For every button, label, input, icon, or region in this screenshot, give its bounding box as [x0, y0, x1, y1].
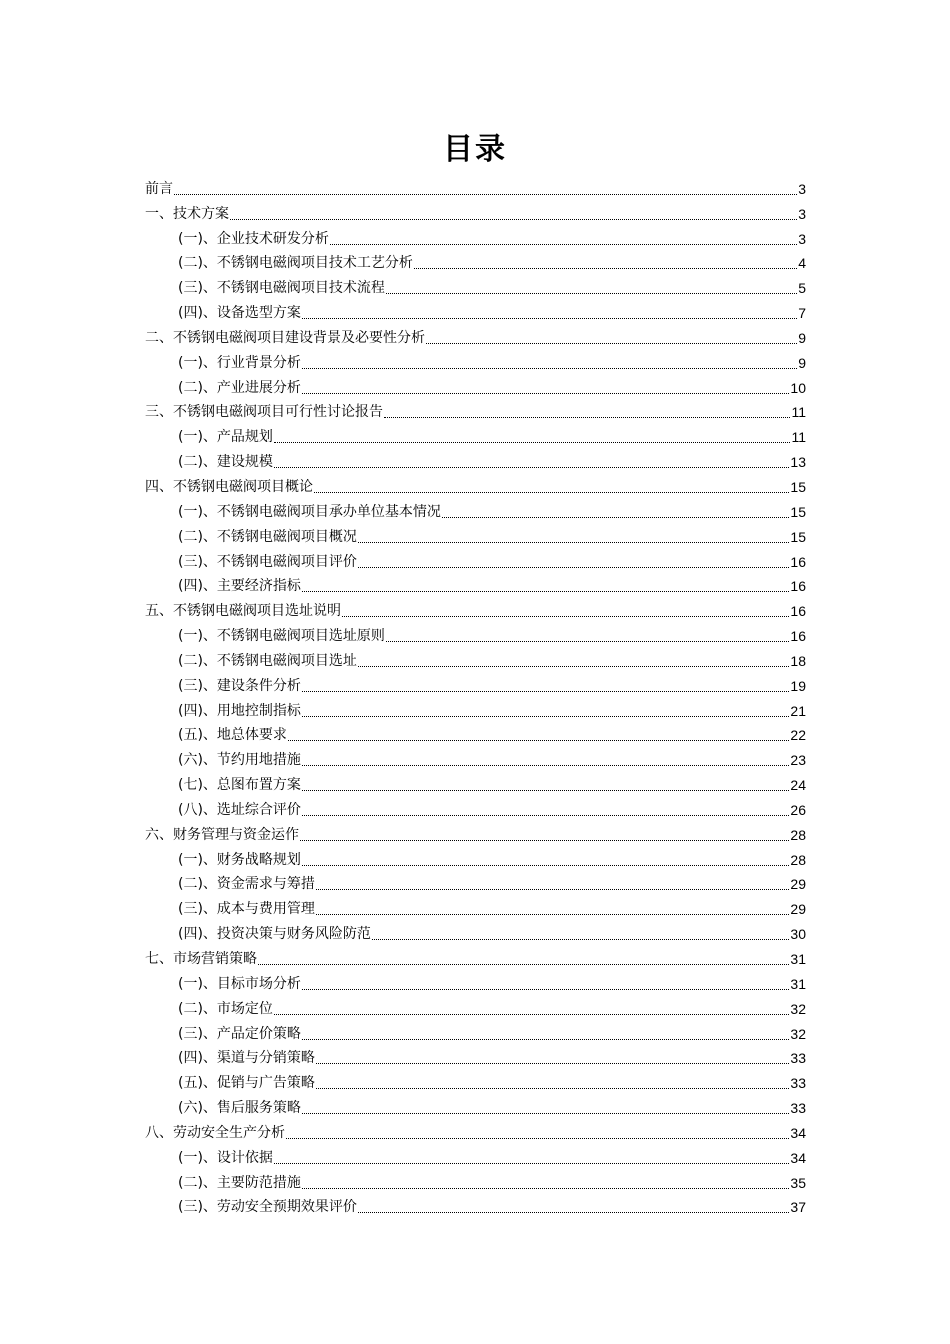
toc-dot-leader	[302, 690, 789, 692]
toc-entry-label: (一)、不锈钢电磁阀项目选址原则	[178, 628, 385, 645]
toc-dot-leader	[358, 1211, 789, 1213]
toc-dot-leader	[302, 814, 789, 816]
toc-dot-leader	[426, 342, 797, 344]
toc-page-number: 16	[790, 553, 806, 570]
toc-entry-label: (二)、建设规模	[178, 454, 273, 471]
toc-section-entry[interactable]	[145, 373, 806, 398]
toc-dot-leader	[302, 367, 797, 369]
toc-section-entry[interactable]	[145, 646, 806, 671]
toc-dot-leader	[174, 193, 797, 195]
toc-dot-leader	[274, 441, 791, 443]
toc-section-entry[interactable]	[145, 547, 806, 572]
toc-dot-leader	[258, 963, 789, 965]
toc-entry-label: (二)、不锈钢电磁阀项目概况	[178, 528, 357, 545]
toc-chapter-entry[interactable]	[145, 944, 806, 969]
toc-section-entry[interactable]	[145, 422, 806, 447]
toc-dot-leader	[358, 566, 789, 568]
toc-dot-leader	[316, 888, 789, 890]
toc-dot-leader	[358, 665, 789, 667]
toc-entry-label: (四)、渠道与分销策略	[178, 1050, 315, 1067]
toc-section-entry[interactable]	[145, 447, 806, 472]
toc-entry-label: 二、不锈钢电磁阀项目建设背景及必要性分析	[145, 329, 425, 346]
toc-entry-label: (一)、企业技术研发分析	[178, 230, 329, 247]
toc-dot-leader	[274, 1162, 789, 1164]
toc-page-number: 5	[798, 280, 806, 297]
toc-entry-label: (一)、不锈钢电磁阀项目承办单位基本情况	[178, 503, 441, 520]
toc-entry-label: (二)、市场定位	[178, 1000, 273, 1017]
toc-section-entry[interactable]	[145, 273, 806, 298]
toc-section-entry[interactable]	[145, 894, 806, 919]
toc-dot-leader	[302, 764, 789, 766]
toc-page-number: 15	[790, 478, 806, 495]
toc-entry-label: (三)、不锈钢电磁阀项目评价	[178, 553, 357, 570]
toc-page-number: 16	[790, 578, 806, 595]
toc-chapter-entry[interactable]	[145, 199, 806, 224]
toc-dot-leader	[414, 267, 797, 269]
toc-entry-label: 五、不锈钢电磁阀项目选址说明	[145, 603, 341, 620]
toc-entry-label: 一、技术方案	[145, 205, 229, 222]
toc-dot-leader	[302, 1112, 789, 1114]
toc-entry-label: (一)、行业背景分析	[178, 354, 301, 371]
toc-section-entry[interactable]	[145, 770, 806, 795]
toc-entry-label: (三)、不锈钢电磁阀项目技术流程	[178, 280, 385, 297]
toc-entry-label: (四)、投资决策与财务风险防范	[178, 926, 371, 943]
toc-dot-leader	[372, 938, 789, 940]
toc-entry-label: 三、不锈钢电磁阀项目可行性讨论报告	[145, 404, 383, 421]
toc-chapter-entry[interactable]	[145, 398, 806, 423]
toc-page-number: 29	[790, 876, 806, 893]
toc-dot-leader	[302, 864, 789, 866]
toc-dot-leader	[302, 988, 789, 990]
toc-section-entry[interactable]	[145, 224, 806, 249]
toc-chapter-entry[interactable]	[145, 1118, 806, 1143]
toc-page-number: 9	[798, 354, 806, 371]
toc-dot-leader	[342, 615, 789, 617]
toc-section-entry[interactable]	[145, 870, 806, 895]
toc-dot-leader	[288, 739, 789, 741]
toc-section-entry[interactable]	[145, 721, 806, 746]
toc-dot-leader	[442, 516, 789, 518]
toc-page-number: 21	[790, 702, 806, 719]
toc-page-number: 32	[790, 1025, 806, 1042]
toc-page-number: 35	[790, 1174, 806, 1191]
toc-section-entry[interactable]	[145, 572, 806, 597]
toc-entry-label: (三)、产品定价策略	[178, 1025, 301, 1042]
toc-section-entry[interactable]	[145, 497, 806, 522]
toc-dot-leader	[274, 1013, 789, 1015]
toc-entry-label: (一)、财务战略规划	[178, 851, 301, 868]
toc-entry-label: (二)、不锈钢电磁阀项目技术工艺分析	[178, 255, 413, 272]
toc-entry-label: (二)、产业进展分析	[178, 379, 301, 396]
toc-section-entry[interactable]	[145, 969, 806, 994]
toc-page-number: 13	[790, 454, 806, 471]
toc-page-number: 29	[790, 901, 806, 918]
toc-page-number: 23	[790, 752, 806, 769]
toc-section-entry[interactable]	[145, 621, 806, 646]
toc-page-number: 4	[798, 255, 806, 272]
toc-entry-label: (三)、劳动安全预期效果评价	[178, 1199, 357, 1216]
table-of-contents	[145, 174, 806, 1217]
toc-dot-leader	[302, 715, 789, 717]
toc-page-number: 19	[790, 677, 806, 694]
toc-dot-leader	[302, 392, 789, 394]
toc-page-number: 7	[798, 305, 806, 322]
toc-section-entry[interactable]	[145, 994, 806, 1019]
toc-page-number: 3	[798, 180, 806, 197]
toc-chapter-entry[interactable]	[145, 820, 806, 845]
toc-entry-label: (二)、主要防范措施	[178, 1174, 301, 1191]
toc-dot-leader	[274, 466, 789, 468]
toc-dot-leader	[302, 1187, 789, 1189]
toc-entry-label: (四)、主要经济指标	[178, 578, 301, 595]
toc-entry-label: (一)、设计依据	[178, 1149, 273, 1166]
toc-page-number: 32	[790, 1000, 806, 1017]
toc-entry-label: (四)、用地控制指标	[178, 702, 301, 719]
toc-dot-leader	[316, 1062, 789, 1064]
toc-page-number: 11	[791, 429, 806, 446]
toc-section-entry[interactable]	[145, 1044, 806, 1069]
toc-entry-label: 八、劳动安全生产分析	[145, 1124, 285, 1141]
toc-section-entry[interactable]	[145, 671, 806, 696]
toc-entry-label: (一)、产品规划	[178, 429, 273, 446]
toc-page-number: 33	[790, 1075, 806, 1092]
toc-entry-label: 前言	[145, 180, 173, 197]
toc-chapter-entry[interactable]	[145, 472, 806, 497]
toc-section-entry[interactable]	[145, 1168, 806, 1193]
toc-entry-label: (五)、促销与广告策略	[178, 1075, 315, 1092]
toc-page-number: 11	[791, 404, 806, 421]
toc-dot-leader	[300, 839, 789, 841]
toc-page-number: 31	[790, 951, 806, 967]
toc-page-number: 15	[790, 503, 806, 520]
toc-page-number: 30	[790, 926, 806, 943]
toc-chapter-entry[interactable]	[145, 596, 806, 621]
toc-page-number: 24	[790, 777, 806, 794]
toc-dot-leader	[316, 1087, 789, 1089]
toc-page-number: 33	[790, 1100, 806, 1117]
toc-dot-leader	[302, 317, 797, 319]
toc-section-entry[interactable]	[145, 1143, 806, 1168]
toc-page-number: 10	[790, 379, 806, 396]
toc-page-number: 33	[790, 1050, 806, 1067]
toc-page-number: 28	[790, 851, 806, 868]
toc-page-number: 15	[790, 528, 806, 545]
toc-page-number: 28	[790, 826, 806, 843]
toc-section-entry[interactable]	[145, 919, 806, 944]
toc-section-entry[interactable]	[145, 696, 806, 721]
toc-page-number: 18	[790, 652, 806, 669]
toc-entry-label: (一)、目标市场分析	[178, 975, 301, 992]
toc-entry-label: (二)、资金需求与筹措	[178, 876, 315, 893]
toc-section-entry[interactable]	[145, 745, 806, 770]
toc-page-number: 31	[790, 975, 806, 992]
toc-page-number: 3	[798, 205, 806, 222]
toc-entry-label: (四)、设备选型方案	[178, 305, 301, 322]
toc-dot-leader	[286, 1137, 789, 1139]
toc-section-entry[interactable]	[145, 249, 806, 274]
toc-dot-leader	[386, 292, 797, 294]
toc-chapter-entry[interactable]	[145, 174, 806, 199]
toc-section-entry[interactable]	[145, 845, 806, 870]
toc-entry-label: 四、不锈钢电磁阀项目概论	[145, 478, 313, 495]
toc-section-entry[interactable]	[145, 1193, 806, 1218]
toc-entry-label: 六、财务管理与资金运作	[145, 826, 299, 843]
toc-entry-label: (五)、地总体要求	[178, 727, 287, 744]
toc-dot-leader	[302, 1038, 789, 1040]
toc-entry-label: (八)、选址综合评价	[178, 801, 301, 818]
toc-page-number: 3	[798, 230, 806, 247]
toc-section-entry[interactable]	[145, 1093, 806, 1118]
toc-page-number: 37	[790, 1199, 806, 1216]
toc-section-entry[interactable]	[145, 795, 806, 820]
toc-dot-leader	[316, 913, 789, 915]
toc-section-entry[interactable]	[145, 348, 806, 373]
toc-entry-label: (六)、售后服务策略	[178, 1100, 301, 1117]
toc-title: 目录	[443, 132, 507, 167]
toc-dot-leader	[386, 640, 789, 642]
toc-entry-label: (七)、总图布置方案	[178, 777, 301, 794]
toc-entry-label: (三)、成本与费用管理	[178, 901, 315, 918]
toc-entry-label: (二)、不锈钢电磁阀项目选址	[178, 652, 357, 669]
toc-page-number: 16	[790, 628, 806, 645]
toc-section-entry[interactable]	[145, 1019, 806, 1044]
toc-page-number: 34	[790, 1149, 806, 1166]
toc-page-number: 16	[790, 603, 806, 620]
toc-entry-label: (三)、建设条件分析	[178, 677, 301, 694]
toc-dot-leader	[358, 541, 789, 543]
toc-dot-leader	[314, 491, 789, 493]
toc-page-number: 9	[798, 329, 806, 346]
toc-entry-label: 七、市场营销策略	[145, 951, 257, 967]
toc-dot-leader	[330, 243, 797, 245]
toc-section-entry[interactable]	[145, 1068, 806, 1093]
toc-dot-leader	[230, 218, 797, 220]
toc-dot-leader	[302, 590, 789, 592]
toc-dot-leader	[384, 416, 790, 418]
toc-page-number: 22	[790, 727, 806, 744]
toc-page-number: 34	[790, 1124, 806, 1141]
toc-entry-label: (六)、节约用地措施	[178, 752, 301, 769]
toc-section-entry[interactable]	[145, 522, 806, 547]
toc-section-entry[interactable]	[145, 298, 806, 323]
toc-chapter-entry[interactable]	[145, 323, 806, 348]
toc-dot-leader	[302, 789, 789, 791]
toc-page-number: 26	[790, 801, 806, 818]
